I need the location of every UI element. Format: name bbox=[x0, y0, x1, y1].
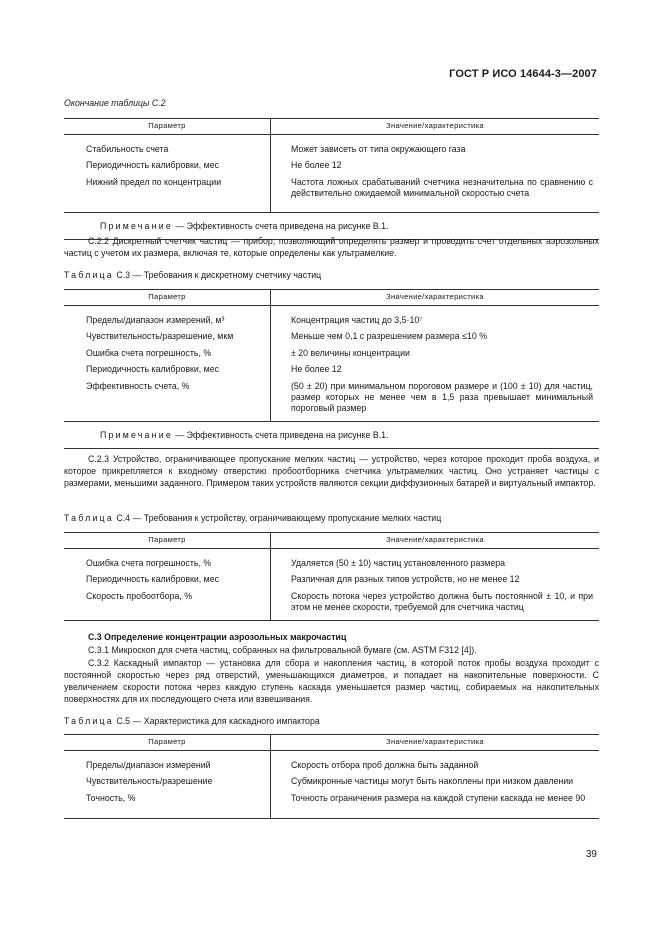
value-cell: Скорость отбора проб должна быть заданной bbox=[291, 759, 479, 770]
column-header-parameter: Параметр bbox=[64, 735, 271, 751]
column-header-value: Значение/характеристика bbox=[271, 735, 600, 751]
table-row bbox=[64, 312, 599, 328]
paragraph-c32: С.3.2 Каскадный импактор — установка для сбора и накопления частиц, в которой поток пробы воздуха проходит с постоянной скоростью через ряд отверстий, уменьшающихся диаметров, и попадает на накопительные поверхности. С увеличением скорости потока через каждую ступень каскада уменьшается размер частиц, собираемых на накопительных поверхностях для их последующего счета или взвешивания. bbox=[64, 658, 599, 704]
caption-label: Таблица bbox=[64, 270, 114, 280]
standard-header: ГОСТ Р ИСО 14644-3—2007 bbox=[449, 68, 597, 80]
table-row bbox=[64, 571, 599, 587]
table-c2 bbox=[64, 118, 599, 240]
value-cell: Не более 12 bbox=[291, 364, 342, 375]
param-cell: Скорость пробоотбора, % bbox=[64, 588, 271, 620]
param-cell: Пределы/диапазон измерений bbox=[64, 757, 271, 773]
table-row bbox=[64, 361, 599, 377]
column-header-parameter: Параметр bbox=[64, 290, 271, 306]
caption-text: С.4 — Требования к устройству, ограничивающему пропускание мелких частиц bbox=[116, 513, 442, 523]
table-row bbox=[64, 790, 599, 819]
table-row bbox=[64, 174, 599, 212]
value-cell: Удаляется (50 ± 10) частиц установленного размера bbox=[291, 557, 506, 568]
table-note bbox=[64, 421, 599, 448]
param-cell: Нижний предел по концентрации bbox=[64, 174, 271, 212]
table-c3 bbox=[64, 289, 599, 449]
value-cell: Субмикронные частицы могут быть накоплены при низком давлении bbox=[291, 776, 574, 787]
page-number: 39 bbox=[585, 849, 597, 860]
column-header-value: Значение/характеристика bbox=[271, 533, 600, 549]
column-header-parameter: Параметр bbox=[64, 533, 271, 549]
table-c4-caption bbox=[64, 513, 441, 524]
paragraph-c31: С.3.1 Микроскоп для счета частиц, собранных на фильтровальной бумаге (см. ASTM F312 [4]). bbox=[88, 645, 477, 655]
note-text: — Эффективность счета приведена на рисунке В.1. bbox=[175, 429, 389, 440]
table-c5-caption bbox=[64, 716, 320, 727]
section-c3-title: С.3 Определение концентрации аэрозольных макрочастиц bbox=[88, 632, 347, 642]
value-cell: Скорость потока через устройство должна быть постоянной ± 10, и при этом не менее скорости, требуемой для счетчика частиц bbox=[271, 588, 600, 620]
param-cell: Точность, % bbox=[64, 790, 271, 819]
table-row bbox=[64, 555, 599, 571]
column-header-value: Значение/характеристика bbox=[271, 119, 600, 135]
note-text: — Эффективность счета приведена на рисунке В.1. bbox=[175, 220, 389, 231]
table-row bbox=[64, 588, 599, 620]
value-cell: Частота ложных срабатываний счетчика незначительна по сравнению с действительно ожидаемой минимальной скоростью счета bbox=[291, 176, 593, 199]
table-row bbox=[64, 141, 599, 157]
note-label: Примечание bbox=[100, 220, 173, 231]
table-row bbox=[64, 378, 599, 422]
paragraph-c22: С.2.2 Дискретный счетчик частиц — прибор, позволяющий определять размер и проводить счет отдельных аэрозольных частиц с учетом их размера, включая те, которые определены как ультрамелкие. bbox=[64, 236, 599, 258]
param-cell: Чувствительность/разрешение bbox=[64, 773, 271, 789]
value-cell: Может зависеть от типа окружающего газа bbox=[291, 143, 466, 154]
table-row bbox=[64, 328, 599, 344]
table-c4 bbox=[64, 532, 599, 621]
param-cell: Периодичность калибровки, мес bbox=[64, 571, 271, 587]
value-cell: Различная для разных типов устройств, но не менее 12 bbox=[291, 574, 520, 585]
caption-text: С.5 — Характеристика для каскадного импактора bbox=[116, 716, 320, 726]
table-c3-caption bbox=[64, 270, 321, 281]
caption-label: Таблица bbox=[64, 513, 114, 523]
note-label: Примечание bbox=[100, 429, 173, 440]
value-cell: ± 20 величины концентрации bbox=[291, 347, 410, 358]
table-row bbox=[64, 345, 599, 361]
value-cell: Концентрация частиц до 3,5·10⁷ bbox=[291, 314, 423, 325]
param-cell: Ошибка счета погрешность, % bbox=[64, 555, 271, 571]
value-cell: Меньше чем 0,1 с разрешением размера ≤10 % bbox=[291, 331, 488, 342]
table-c5 bbox=[64, 734, 599, 819]
table-c2-caption: Окончание таблицы С.2 bbox=[64, 98, 166, 108]
caption-text: С.3 — Требования к дискретному счетчику частиц bbox=[116, 270, 322, 280]
param-cell: Периодичность калибровки, мес bbox=[64, 361, 271, 377]
paragraph-c23: С.2.3 Устройство, ограничивающее пропускание мелких частиц — устройство, через которое проходит проба воздуха, и которое прикрепляется к входному отверстию пробоотборника счетчика ультрамелких частиц. Оно устраняет частицы с размерами, меньшими заданного. Примером таких устройств являются секции диффузионных батарей и виртуальный импактор. bbox=[64, 454, 599, 488]
column-header-value: Значение/характеристика bbox=[271, 290, 600, 306]
value-cell: Точность ограничения размера на каждой ступени каскада не менее 90 bbox=[271, 790, 600, 819]
param-cell: Пределы/диапазон измерений, м³ bbox=[64, 312, 271, 328]
value-cell: Не более 12 bbox=[291, 160, 342, 171]
table-row bbox=[64, 773, 599, 789]
table-row bbox=[64, 157, 599, 173]
param-cell: Чувствительность/разрешение, мкм bbox=[64, 328, 271, 344]
table-row bbox=[64, 757, 599, 773]
value-cell: (50 ± 20) при минимальном пороговом размере и (100 ± 10) для частиц, размер которых не менее чем в 1,5 раза превышает минимальный пороговый размер bbox=[291, 380, 593, 414]
column-header-parameter: Параметр bbox=[64, 119, 271, 135]
param-cell: Эффективность счета, % bbox=[64, 378, 271, 422]
caption-label: Таблица bbox=[64, 716, 114, 726]
param-cell: Стабильность счета bbox=[64, 141, 271, 157]
param-cell: Ошибка счета погрешность, % bbox=[64, 345, 271, 361]
param-cell: Периодичность калибровки, мес bbox=[64, 157, 271, 173]
